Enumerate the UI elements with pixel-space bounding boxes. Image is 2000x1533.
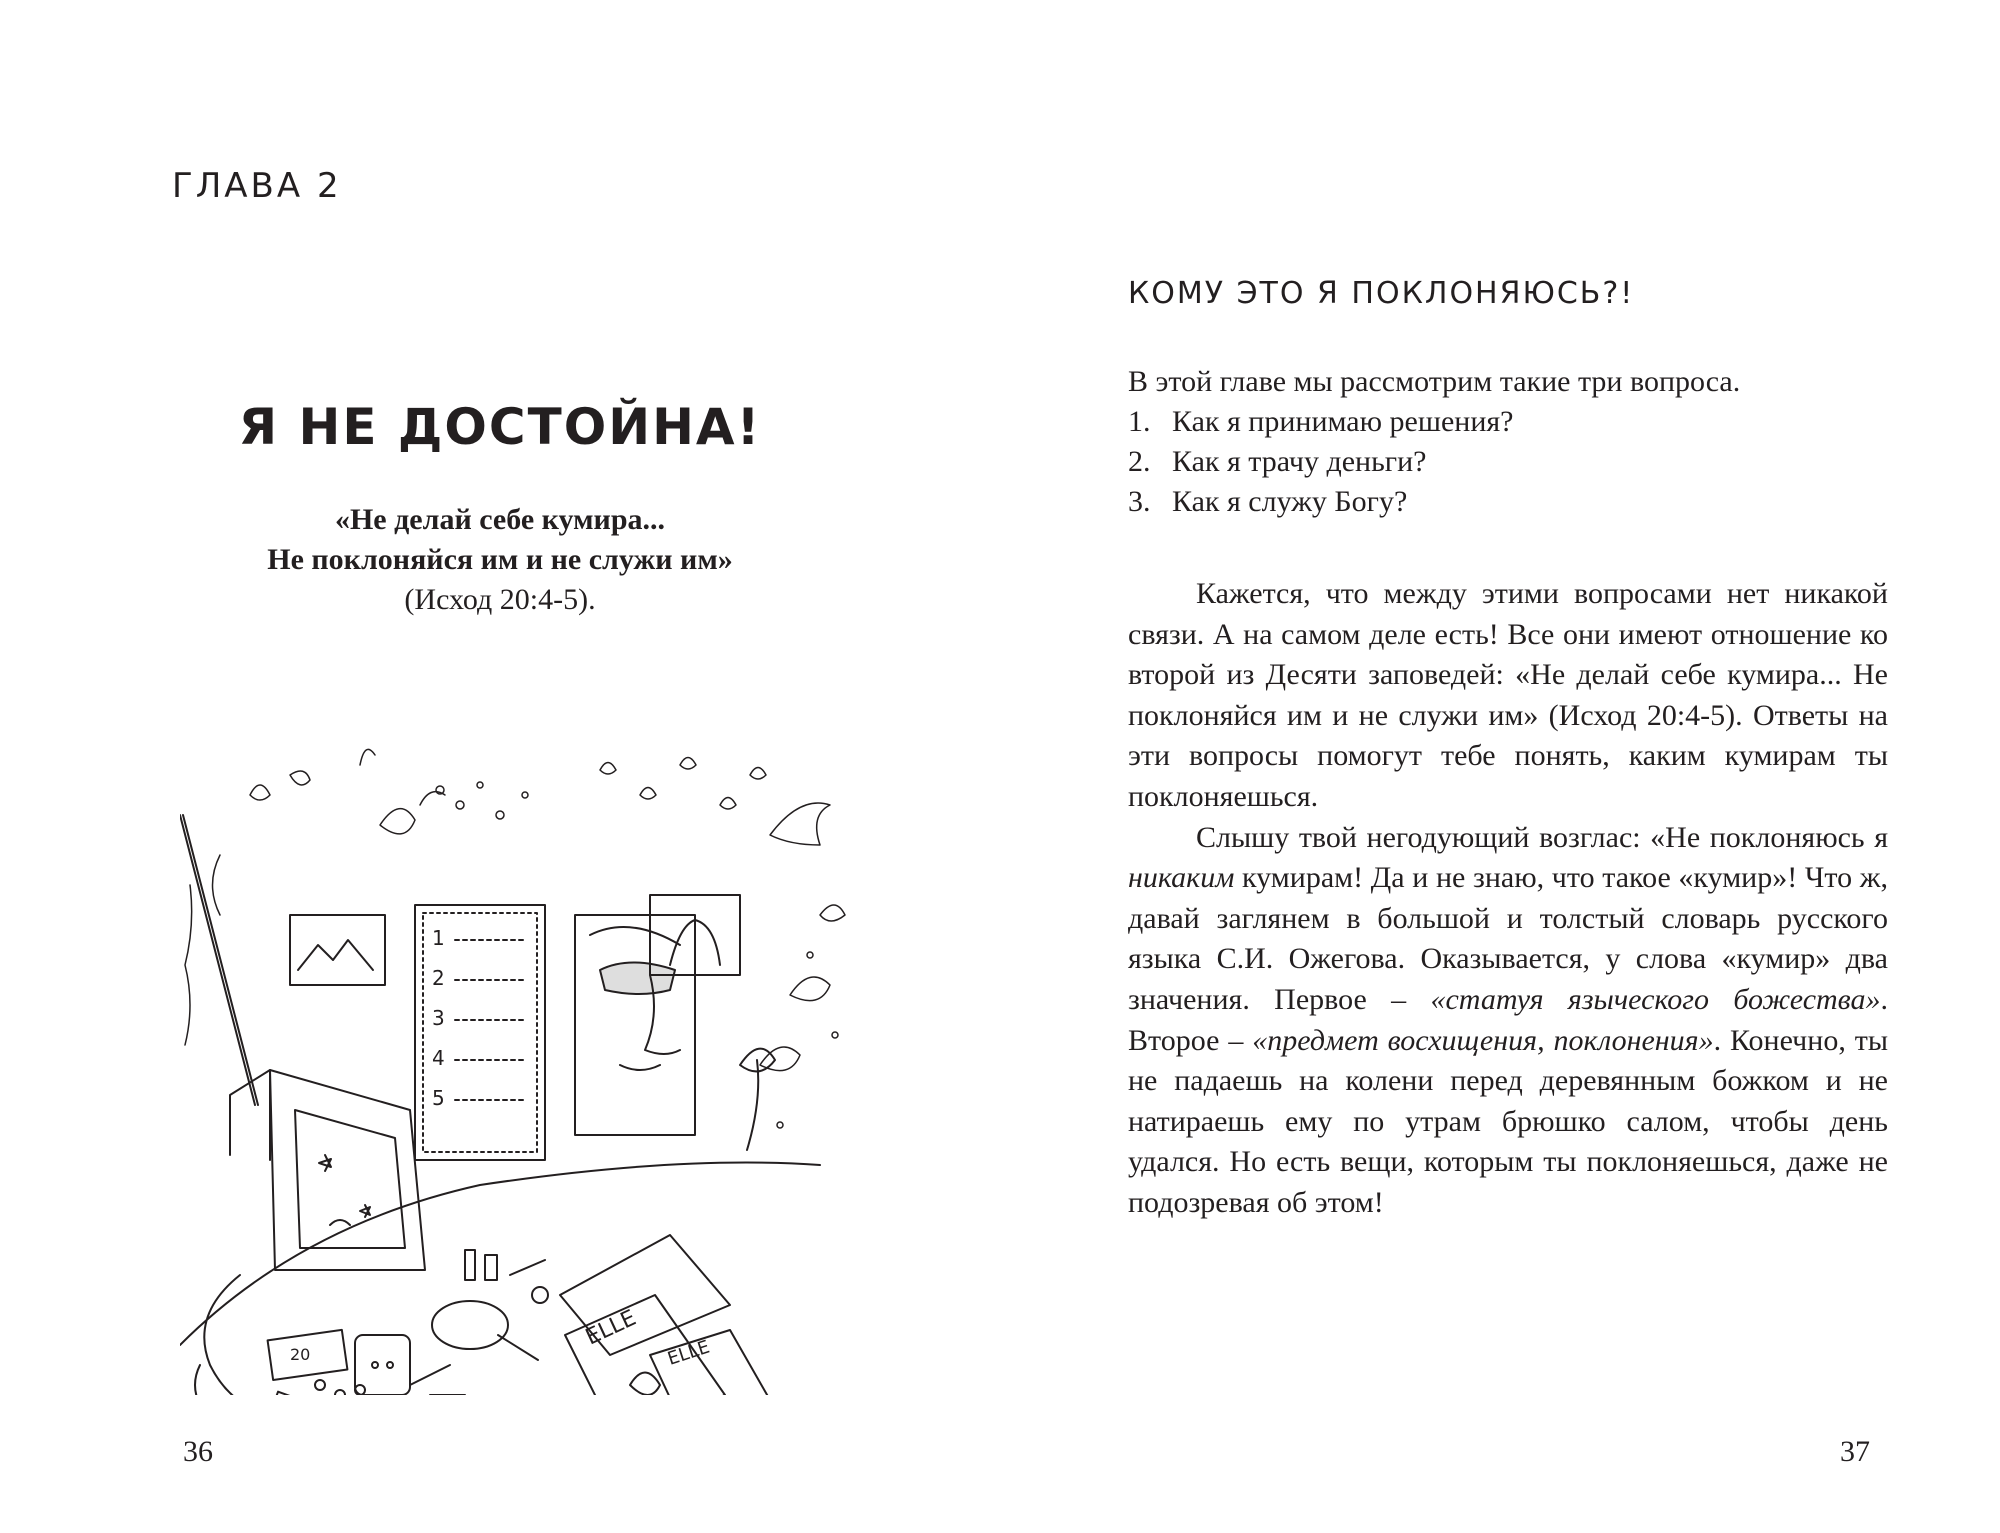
desk-sketch-illustration bbox=[180, 735, 940, 1395]
paragraph-2-text-a: Слышу твой негодующий возглас: «Не поклоняюсь я bbox=[1196, 820, 1888, 854]
tv-cable bbox=[204, 1275, 270, 1395]
money-value: 20 bbox=[290, 1345, 311, 1364]
section-title: КОМУ ЭТО Я ПОКЛОНЯЮСЬ?! bbox=[1128, 276, 1635, 311]
tv-back bbox=[230, 1070, 270, 1160]
table-edge bbox=[180, 1163, 820, 1346]
hand-mirror bbox=[432, 1301, 508, 1349]
paragraph-2 bbox=[1128, 818, 1888, 1224]
list-number-4: 4 bbox=[432, 1046, 445, 1070]
question-item bbox=[1128, 442, 1888, 482]
magazine-title-2: ELLE bbox=[665, 1336, 713, 1370]
epigraph-line-1: «Не делай себе кумира... bbox=[334, 503, 666, 536]
wall-picture-mountains bbox=[290, 915, 385, 985]
magazine-title-1: ELLE bbox=[581, 1305, 640, 1351]
magazine-elle-2 bbox=[650, 1330, 770, 1395]
chapter-label: ГЛАВА 2 bbox=[172, 166, 342, 206]
mountain-lines bbox=[298, 940, 373, 970]
emphasis-definition-2: «предмет восхищения, поклонения» bbox=[1252, 1023, 1714, 1057]
list-number-5: 5 bbox=[432, 1086, 445, 1110]
epigraph bbox=[0, 500, 1000, 620]
paragraph-2-text-c: . Второе – bbox=[1128, 982, 1888, 1057]
wallpaper-pattern bbox=[185, 749, 845, 1128]
question-text: Как я принимаю решения? bbox=[1172, 405, 1514, 438]
list-number-1: 1 bbox=[432, 926, 445, 950]
page-number-right: 37 bbox=[1840, 1435, 1870, 1468]
question-text: Как я служу Богу? bbox=[1172, 485, 1408, 518]
list-number-3: 3 bbox=[432, 1006, 445, 1030]
question-list bbox=[1128, 402, 1888, 522]
right-page bbox=[1000, 0, 2000, 1533]
tv-body bbox=[270, 1070, 425, 1270]
lipstick bbox=[465, 1250, 475, 1280]
paragraph-1: Кажется, что между этими вопросами нет никакой связи. А на самом деле есть! Все они имеют отношение ко второй из Десяти заповедей: «Не делай себе кумира... Не поклоняйся им и не служи им» (Исход 20:4-5). Ответы на эти вопросы помогут тебе понять, каким кумирам ты поклоняешься. bbox=[1128, 577, 1888, 813]
question-number: 3. bbox=[1128, 485, 1151, 518]
page-number-left: 36 bbox=[183, 1435, 213, 1468]
tv-antenna bbox=[180, 815, 255, 1105]
paragraph-2-text-d: . Конечно, ты не падаешь на колени перед деревянным божком и не натираешь ему по утрам брюшко салом, чтобы день удался. Но есть вещи, которым ты поклоняешься, даже не подозревая об этом! bbox=[1128, 1023, 1889, 1219]
epigraph-line-2: Не поклоняйся им и не служи им» bbox=[267, 543, 733, 576]
epigraph-source: (Исход 20:4-5). bbox=[404, 583, 596, 616]
paragraph-2-text-b: кумирам! Да и не знаю, что такое «кумир»! Что ж, давай заглянем в большой и толстый словарь русского языка С.И. Ожегова. Оказывается, у слова «кумир» два значения. Первое – bbox=[1128, 861, 1888, 1016]
intro-sentence: В этой главе мы рассмотрим такие три вопроса. bbox=[1128, 365, 1741, 398]
plug bbox=[273, 1392, 298, 1395]
question-number: 2. bbox=[1128, 445, 1151, 478]
question-number: 1. bbox=[1128, 405, 1151, 438]
chapter-title: Я НЕ ДОСТОЙНА! bbox=[238, 398, 762, 456]
question-item bbox=[1128, 482, 1888, 522]
question-text: Как я трачу деньги? bbox=[1172, 445, 1427, 478]
list-number-2: 2 bbox=[432, 966, 445, 990]
body-text bbox=[1128, 362, 1888, 1224]
wall-poster-face bbox=[575, 915, 695, 1135]
mascara bbox=[410, 1365, 450, 1385]
emphasis-nikakim: никаким bbox=[1128, 861, 1235, 895]
question-item bbox=[1128, 402, 1888, 442]
emphasis-definition-1: «статуя языческого божества» bbox=[1430, 982, 1881, 1016]
